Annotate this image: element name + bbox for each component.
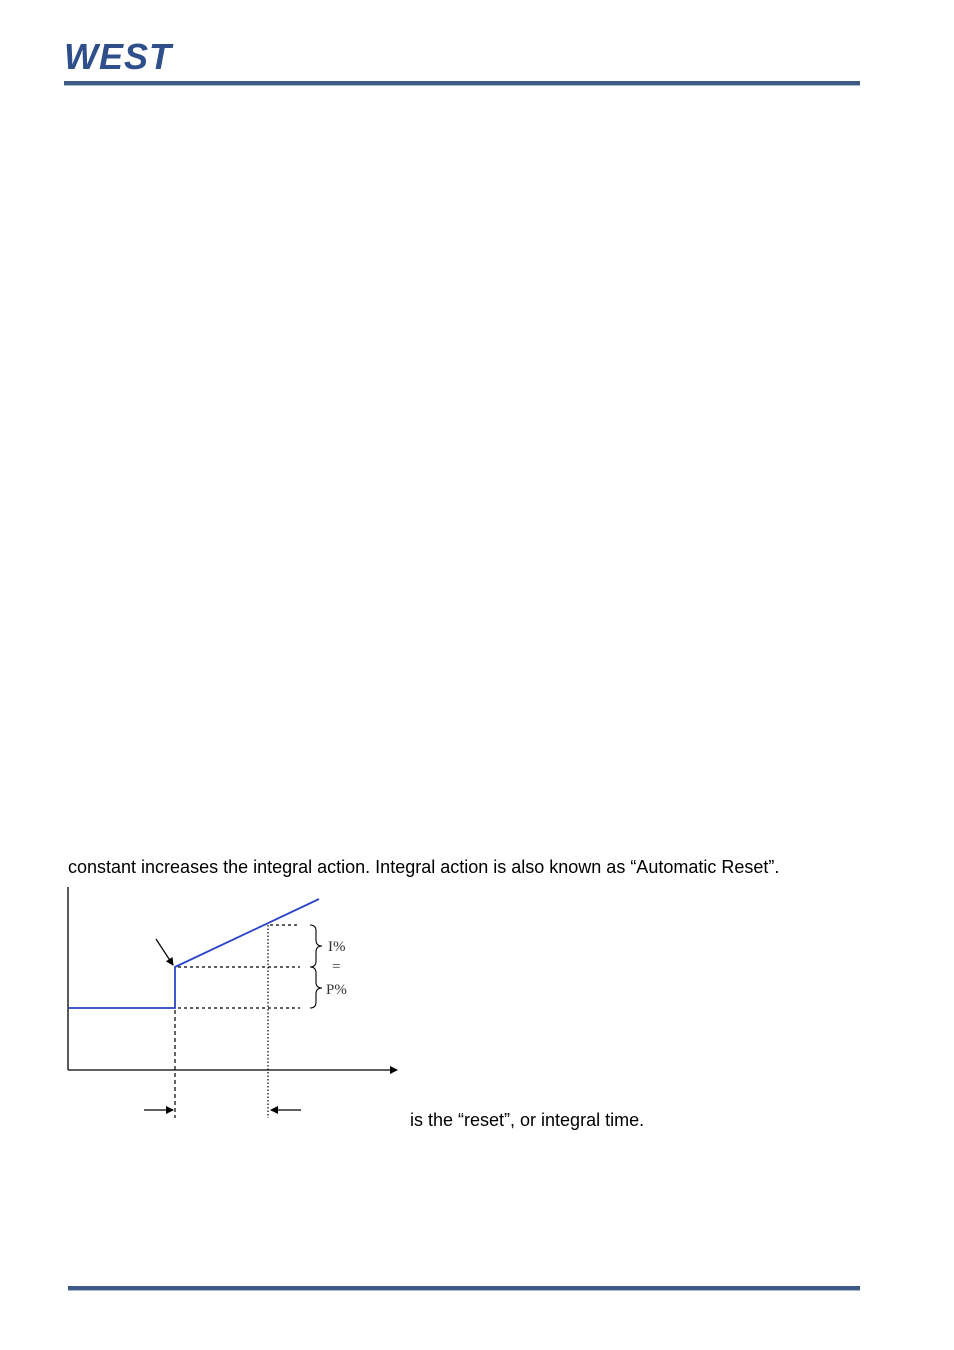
figure-caption: is the “reset”, or integral time.: [410, 1110, 645, 1130]
label-proportional: P%: [326, 982, 347, 998]
west-logo-mark: [64, 36, 214, 76]
brace-proportional: [310, 967, 322, 1008]
footer-rule: [68, 1286, 860, 1290]
label-equals: =: [332, 959, 341, 975]
response-line: [68, 899, 319, 1008]
brace-integral: [310, 925, 322, 967]
body-paragraph: constant increases the integral action. Integral action is also known as “Automatic Reset”.: [68, 857, 780, 877]
label-integral: I%: [328, 939, 346, 955]
west-logo: [64, 36, 214, 76]
west-logo-text: WEST: [64, 36, 172, 76]
header-rule: [64, 81, 860, 85]
integral-action-diagram: [60, 885, 405, 1125]
step-arrow: [156, 939, 173, 965]
